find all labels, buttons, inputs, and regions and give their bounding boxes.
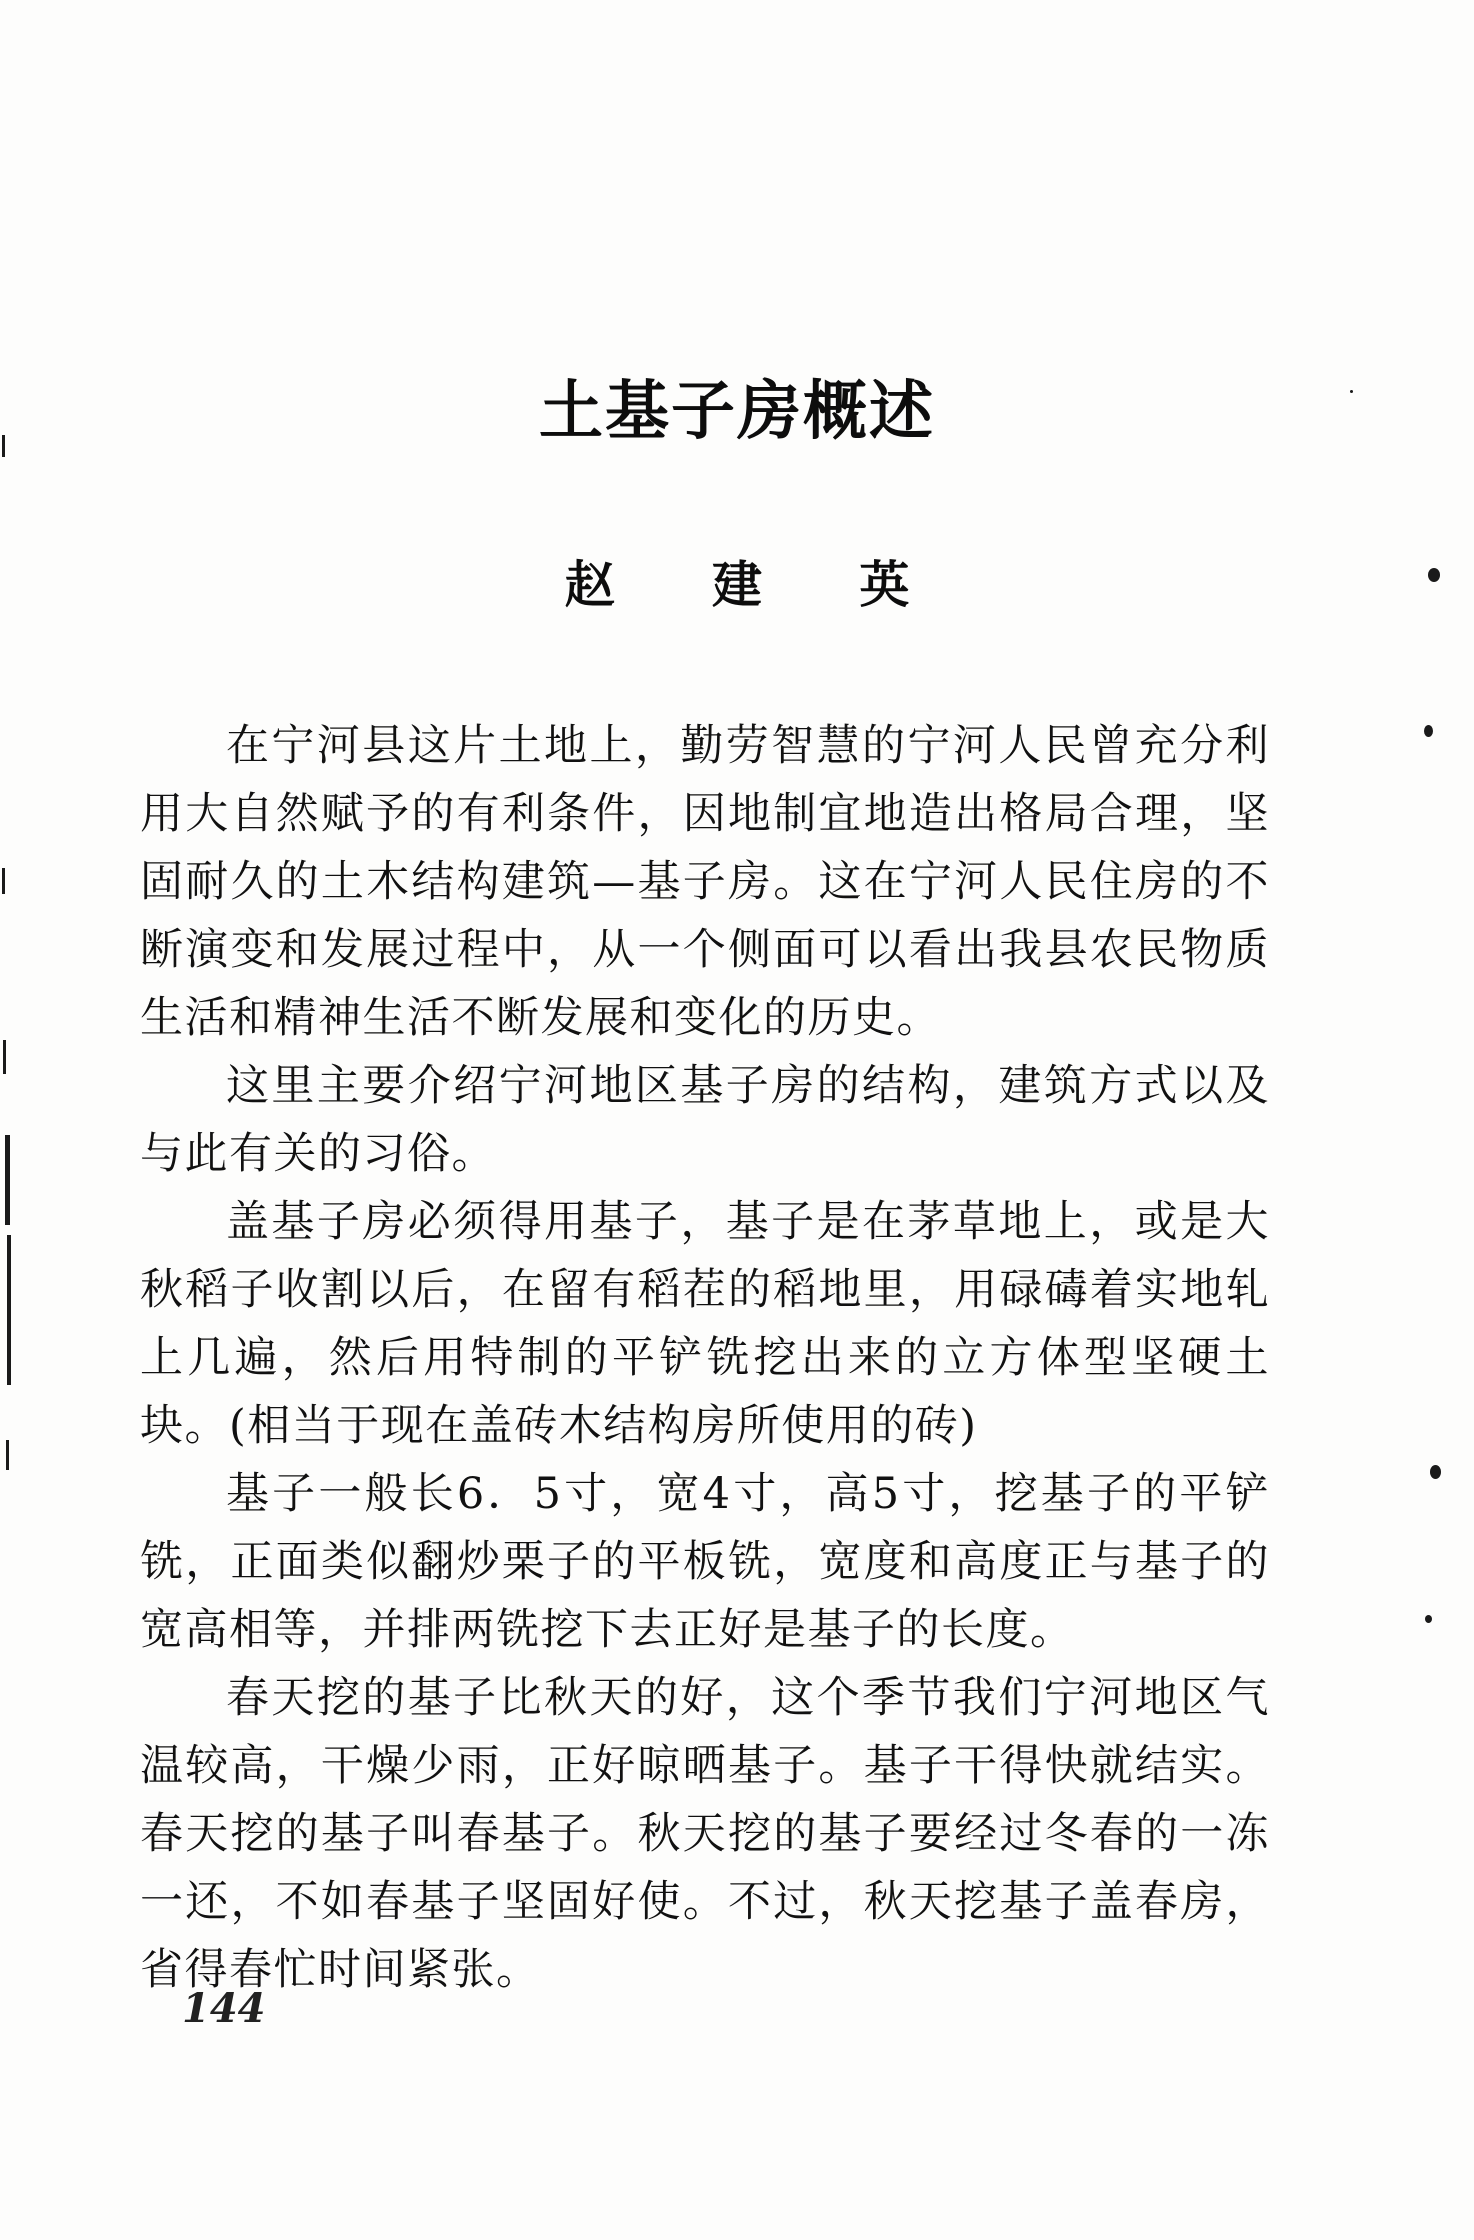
paragraph-1: 在宁河县这片土地上，勤劳智慧的宁河人民曾充分利用大自然赋予的有利条件，因地制宜地造出格局合理，坚固耐久的土木结构建筑—基子房。这在宁河人民住房的不断演变和发展过程中，从一个侧面可以看出我县农民物质生活和精神生活不断发展和变化的历史。 — [140, 721, 1270, 1043]
scan-edge-mark — [7, 1235, 11, 1385]
paragraph-4: 基子一般长6．5寸，宽4寸，高5寸，挖基子的平铲铣，正面类似翻炒栗子的平板铣，宽度和高度正与基子的宽高相等，并排两铣挖下去正好是基子的长度。 — [140, 1469, 1270, 1655]
article-body — [140, 712, 1270, 2004]
scan-speck — [1425, 1615, 1432, 1623]
scan-edge-mark — [2, 868, 5, 894]
article-author: 赵 建 英 — [564, 555, 950, 614]
article-title: 土基子房概述 — [539, 375, 935, 449]
paragraph-2: 这里主要介绍宁河地区基子房的结构，建筑方式以及与此有关的习俗。 — [140, 1061, 1270, 1179]
paragraph-3: 盖基子房必须得用基子，基子是在茅草地上，或是大秋稻子收割以后，在留有稻茬的稻地里，用碌碡着实地轧上几遍，然后用特制的平铲铣挖出来的立方体型坚硬土块。(相当于现在盖砖木结构房所使用的砖) — [140, 1197, 1270, 1451]
scan-speck — [1350, 390, 1353, 393]
scan-speck — [1430, 1465, 1441, 1479]
scan-edge-mark — [5, 1135, 10, 1225]
scan-speck — [1424, 725, 1433, 737]
scan-edge-mark — [3, 1040, 6, 1074]
paragraph-5: 春天挖的基子比秋天的好，这个季节我们宁河地区气温较高，干燥少雨，正好晾晒基子。基子干得快就结实。春天挖的基子叫春基子。秋天挖的基子要经过冬春的一冻一还，不如春基子坚固好使。不过，秋天挖基子盖春房，省得春忙时间紧张。 — [140, 1673, 1270, 1995]
page-number: 144 — [182, 1985, 266, 2032]
scan-edge-mark — [6, 1440, 9, 1470]
scan-speck — [1428, 568, 1440, 582]
scan-edge-mark — [2, 435, 5, 457]
